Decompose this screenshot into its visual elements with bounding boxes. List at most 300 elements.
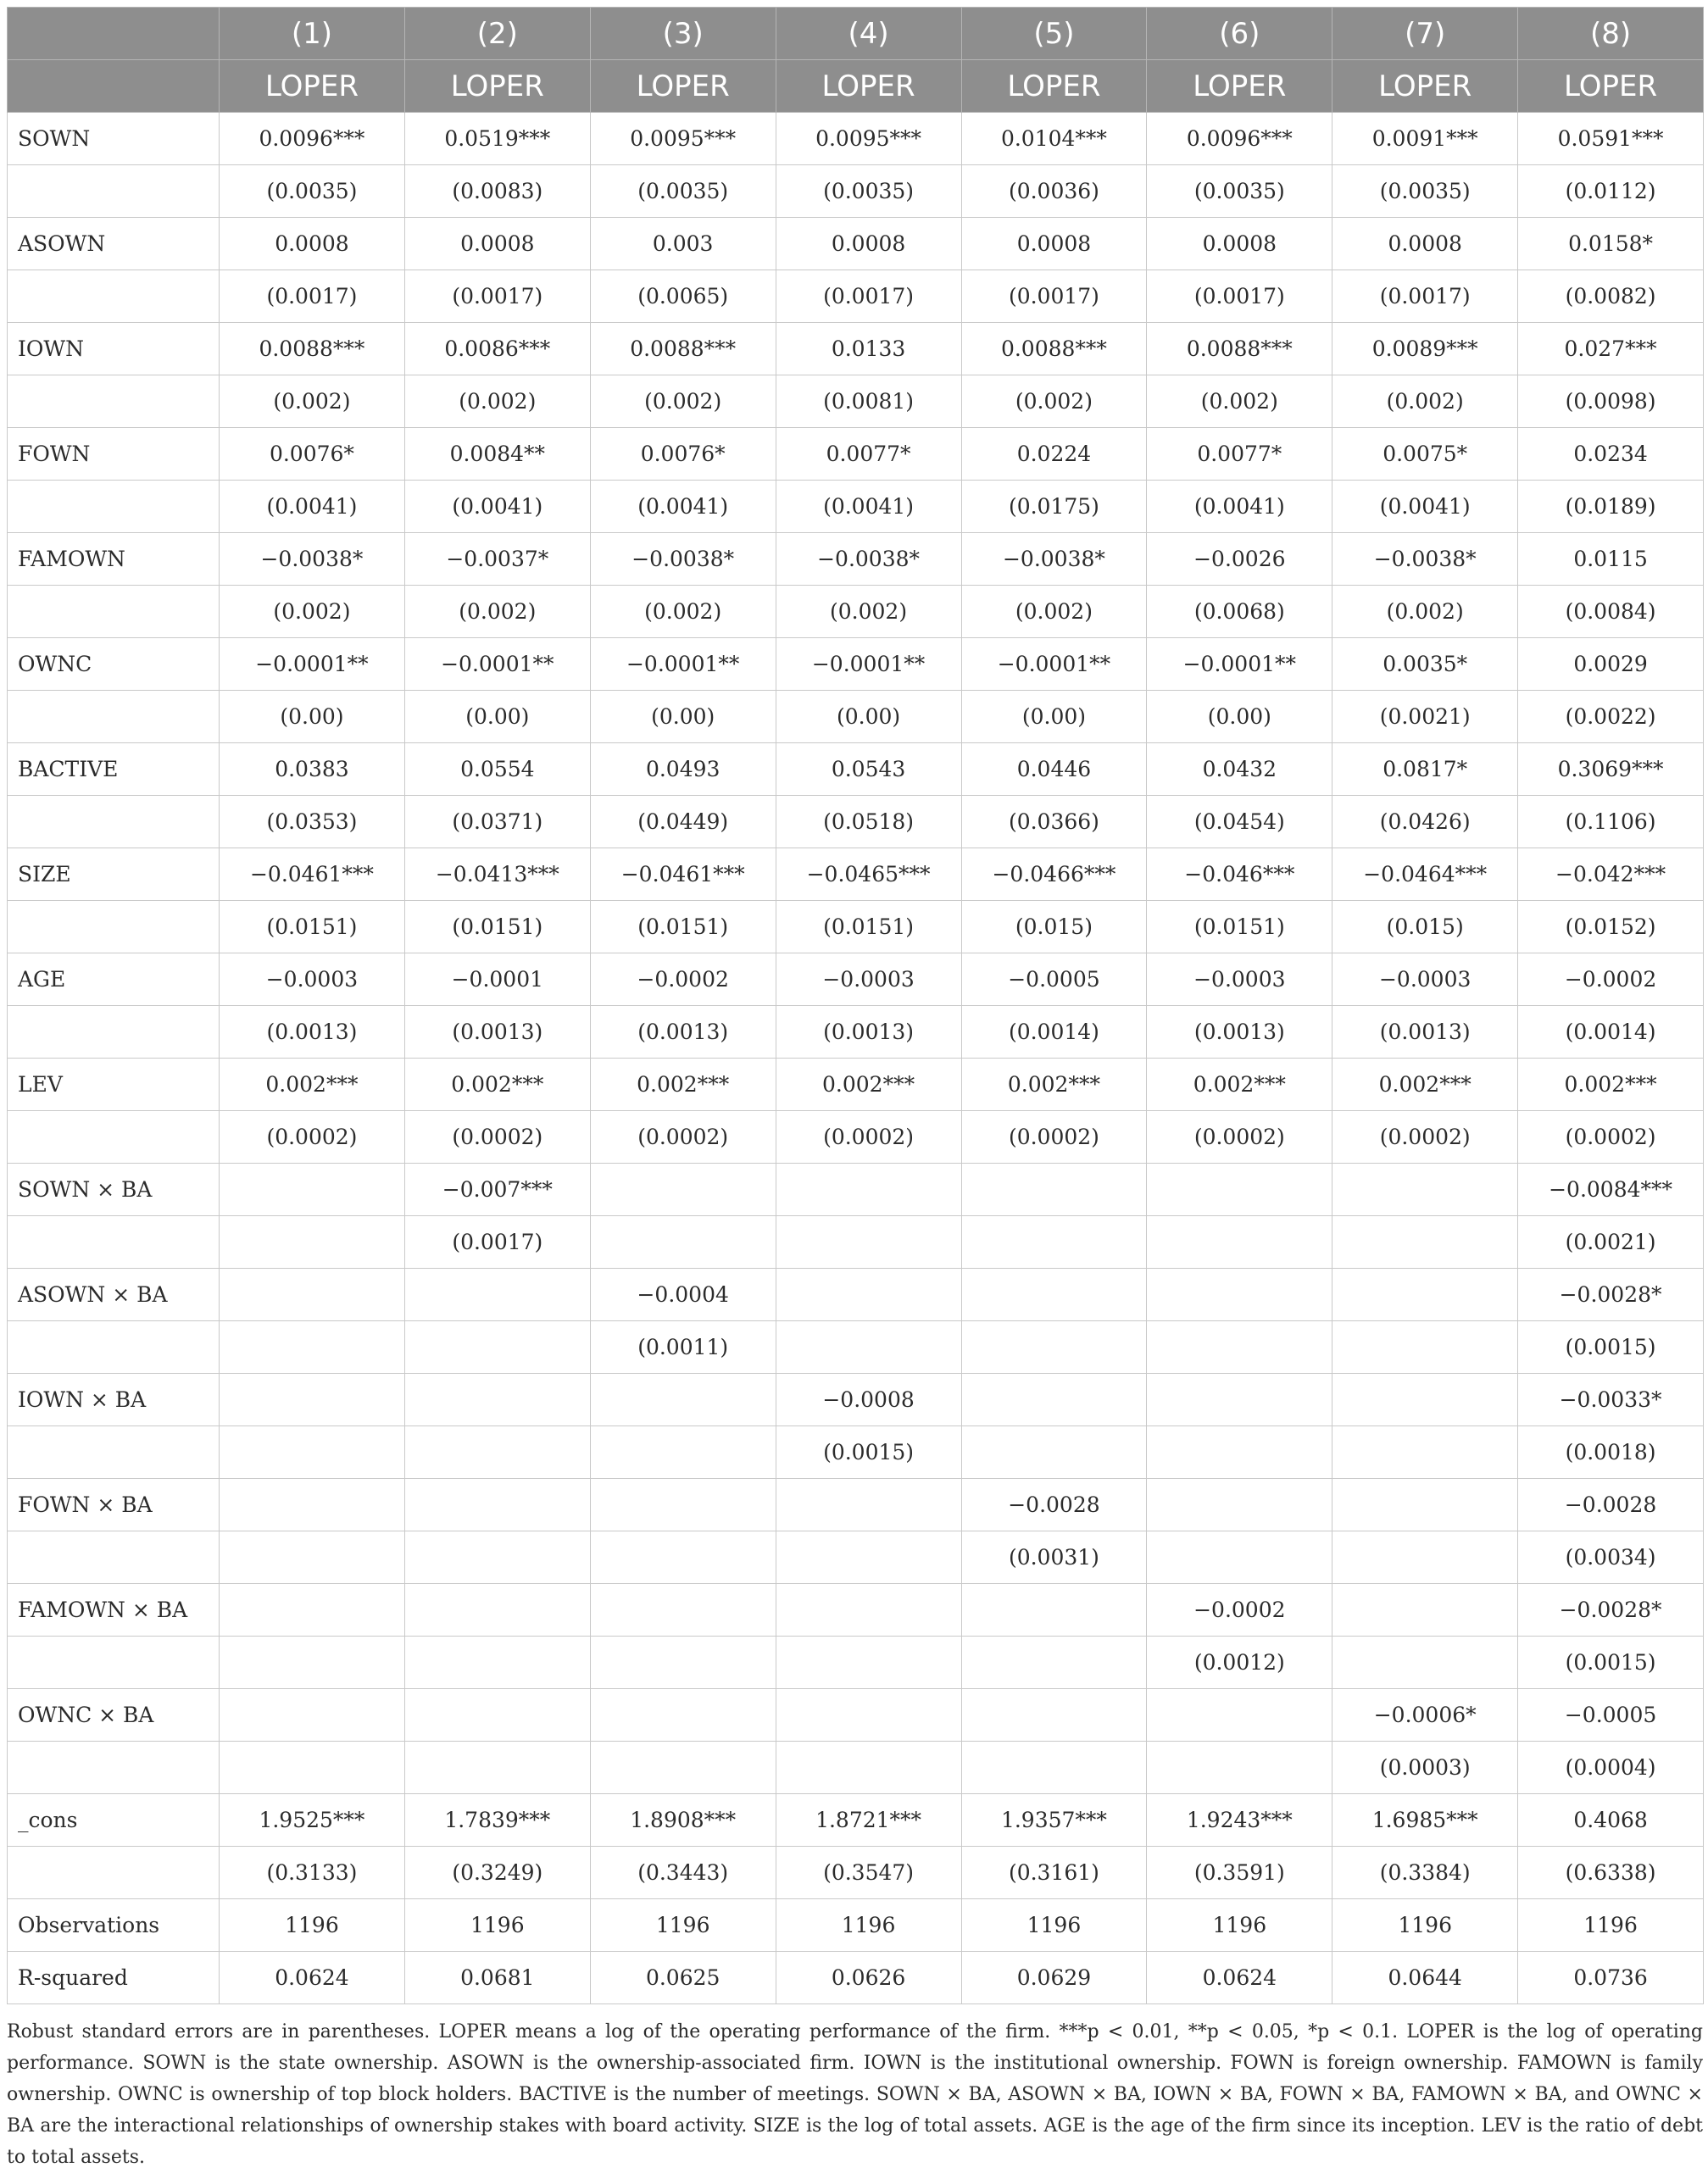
table-cell: (0.0017) <box>404 270 590 323</box>
table-cell <box>220 1426 405 1479</box>
table-cell: 0.0736 <box>1518 1952 1704 2004</box>
table-cell <box>404 1321 590 1374</box>
row-label: FAMOWN × BA <box>8 1584 220 1637</box>
table-cell <box>220 1584 405 1637</box>
table-cell: 0.0091*** <box>1332 113 1518 165</box>
table-cell: 0.0432 <box>1147 743 1332 796</box>
table-cell: (0.00) <box>404 691 590 743</box>
coefficient-row <box>8 1269 1704 1321</box>
table-cell <box>220 1637 405 1689</box>
table-cell: (0.0002) <box>776 1111 961 1164</box>
table-footnote: Robust standard errors are in parentheses. LOPER means a log of the operating performance of the firm. ***p < 0.01, **p < 0.05, *p < 0.1. LOPER is the log of operating performance. SOWN is the state ownership. ASOWN is the ownership-associated firm. IOWN is the institutional ownership. FOWN is foreign ownership. FAMOWN is family ownership. OWNC is ownership of top block holders. BACTIVE is the number of meetings. SOWN × BA, ASOWN × BA, IOWN × BA, FOWN × BA, FAMOWN × BA, and OWNC × BA are the interactional relationships of ownership stakes with board activity. SIZE is the log of total assets. AGE is the age of the firm since its inception. LEV is the ratio of debt to total assets. <box>7 2021 1703 2168</box>
table-cell <box>590 1689 776 1742</box>
row-label: SIZE <box>8 848 220 901</box>
row-label <box>8 1321 220 1374</box>
table-cell: 1.9525*** <box>220 1794 405 1847</box>
coefficient-row <box>8 428 1704 481</box>
table-cell: (0.0003) <box>1332 1742 1518 1794</box>
regression-table-container <box>7 7 1703 2173</box>
coefficient-row <box>8 953 1704 1006</box>
table-cell: −0.0033* <box>1518 1374 1704 1426</box>
table-cell <box>590 1164 776 1216</box>
table-cell: 0.0077* <box>1147 428 1332 481</box>
table-cell: −0.0038* <box>590 533 776 586</box>
table-cell: 0.0095*** <box>590 113 776 165</box>
std-error-row <box>8 1847 1704 1899</box>
row-label: OWNC <box>8 638 220 691</box>
row-label <box>8 1847 220 1899</box>
row-label <box>8 375 220 428</box>
table-cell <box>1332 1531 1518 1584</box>
table-cell: (0.0366) <box>961 796 1147 848</box>
table-cell <box>404 1637 590 1689</box>
row-label <box>8 1531 220 1584</box>
table-cell: (0.0082) <box>1518 270 1704 323</box>
table-cell: −0.0004 <box>590 1269 776 1321</box>
table-cell: 0.0035* <box>1332 638 1518 691</box>
table-cell <box>1332 1374 1518 1426</box>
header-dependent-variable: LOPER <box>776 60 961 113</box>
table-cell: 0.0076* <box>590 428 776 481</box>
table-cell <box>590 1216 776 1269</box>
table-cell <box>590 1584 776 1637</box>
table-cell: (0.0013) <box>776 1006 961 1059</box>
table-cell: 0.0008 <box>220 218 405 270</box>
header-model-number: (4) <box>776 8 961 60</box>
table-cell: 1.8908*** <box>590 1794 776 1847</box>
table-cell: 0.0446 <box>961 743 1147 796</box>
coefficient-row <box>8 1584 1704 1637</box>
table-cell <box>961 1374 1147 1426</box>
table-cell: 0.0234 <box>1518 428 1704 481</box>
table-cell: (0.002) <box>961 375 1147 428</box>
table-cell: (0.00) <box>776 691 961 743</box>
table-cell <box>590 1374 776 1426</box>
coefficient-row <box>8 1689 1704 1742</box>
table-cell <box>961 1689 1147 1742</box>
table-cell: (0.0081) <box>776 375 961 428</box>
std-error-row <box>8 1426 1704 1479</box>
table-cell: 0.0158* <box>1518 218 1704 270</box>
table-cell: −0.0028 <box>1518 1479 1704 1531</box>
table-cell <box>220 1321 405 1374</box>
table-cell: (0.0002) <box>961 1111 1147 1164</box>
coefficient-row <box>8 323 1704 375</box>
table-cell: 0.0383 <box>220 743 405 796</box>
coefficient-row <box>8 218 1704 270</box>
table-cell: (0.0041) <box>220 481 405 533</box>
row-label: ASOWN × BA <box>8 1269 220 1321</box>
table-cell: −0.0003 <box>1147 953 1332 1006</box>
table-cell: (0.00) <box>961 691 1147 743</box>
table-cell: 0.0115 <box>1518 533 1704 586</box>
table-cell <box>776 1584 961 1637</box>
table-cell: 0.003 <box>590 218 776 270</box>
table-cell: −0.0005 <box>961 953 1147 1006</box>
table-cell: −0.0461*** <box>220 848 405 901</box>
table-cell <box>961 1584 1147 1637</box>
table-cell: 1196 <box>1332 1899 1518 1952</box>
table-cell: (0.0002) <box>404 1111 590 1164</box>
header-dependent-variable: LOPER <box>1332 60 1518 113</box>
table-cell: (0.0065) <box>590 270 776 323</box>
table-cell <box>404 1269 590 1321</box>
row-label: BACTIVE <box>8 743 220 796</box>
header-dependent-variable: LOPER <box>961 60 1147 113</box>
table-cell: (0.002) <box>590 375 776 428</box>
table-cell: 1196 <box>776 1899 961 1952</box>
table-cell: (0.0041) <box>404 481 590 533</box>
table-cell: (0.0084) <box>1518 586 1704 638</box>
table-cell: (0.0068) <box>1147 586 1332 638</box>
table-cell <box>590 1531 776 1584</box>
row-label <box>8 691 220 743</box>
row-label <box>8 796 220 848</box>
coefficient-row <box>8 848 1704 901</box>
std-error-row <box>8 901 1704 953</box>
table-cell: (0.0035) <box>590 165 776 218</box>
table-cell <box>1147 1742 1332 1794</box>
table-cell <box>404 1742 590 1794</box>
table-cell: 0.002*** <box>404 1059 590 1111</box>
table-cell <box>1147 1216 1332 1269</box>
table-cell: 0.002*** <box>220 1059 405 1111</box>
table-cell: (0.0041) <box>1332 481 1518 533</box>
table-cell <box>1332 1637 1518 1689</box>
row-label <box>8 1216 220 1269</box>
table-cell: 1196 <box>404 1899 590 1952</box>
table-cell: (0.0002) <box>1147 1111 1332 1164</box>
table-cell <box>1147 1164 1332 1216</box>
table-cell: 0.0088*** <box>961 323 1147 375</box>
table-cell: (0.002) <box>220 586 405 638</box>
table-cell <box>776 1479 961 1531</box>
table-cell <box>1332 1584 1518 1637</box>
table-cell: −0.0005 <box>1518 1689 1704 1742</box>
table-cell: 0.0088*** <box>590 323 776 375</box>
table-cell: 0.0086*** <box>404 323 590 375</box>
std-error-row <box>8 586 1704 638</box>
table-cell: 0.0088*** <box>220 323 405 375</box>
header-row-model-numbers <box>8 8 1704 60</box>
table-cell: 0.0088*** <box>1147 323 1332 375</box>
table-cell: (0.0034) <box>1518 1531 1704 1584</box>
table-cell: −0.0006* <box>1332 1689 1518 1742</box>
table-cell: 0.0625 <box>590 1952 776 2004</box>
table-cell: 0.0104*** <box>961 113 1147 165</box>
table-cell: (0.0014) <box>1518 1006 1704 1059</box>
table-cell: (0.0011) <box>590 1321 776 1374</box>
table-cell: 0.0224 <box>961 428 1147 481</box>
row-label <box>8 1637 220 1689</box>
table-cell: 1196 <box>961 1899 1147 1952</box>
table-cell: (0.002) <box>220 375 405 428</box>
table-cell: −0.0028 <box>961 1479 1147 1531</box>
table-cell: 0.0133 <box>776 323 961 375</box>
table-cell: (0.0151) <box>590 901 776 953</box>
table-cell <box>776 1742 961 1794</box>
coefficient-row <box>8 1164 1704 1216</box>
table-cell <box>590 1426 776 1479</box>
row-label <box>8 1426 220 1479</box>
table-cell: 0.0591*** <box>1518 113 1704 165</box>
table-cell <box>776 1321 961 1374</box>
header-row-dependent-variable <box>8 60 1704 113</box>
coefficient-row <box>8 1479 1704 1531</box>
table-cell: −0.0028* <box>1518 1269 1704 1321</box>
header-model-number: (5) <box>961 8 1147 60</box>
table-cell: (0.0151) <box>776 901 961 953</box>
std-error-row <box>8 1006 1704 1059</box>
table-cell: −0.0001** <box>220 638 405 691</box>
table-cell: (0.0013) <box>590 1006 776 1059</box>
table-cell: 0.0008 <box>404 218 590 270</box>
table-cell: −0.0084*** <box>1518 1164 1704 1216</box>
table-cell: 1196 <box>220 1899 405 1952</box>
table-cell: −0.0002 <box>1518 953 1704 1006</box>
table-cell: (0.0112) <box>1518 165 1704 218</box>
coefficient-row <box>8 113 1704 165</box>
header-dependent-variable: LOPER <box>590 60 776 113</box>
table-cell <box>1147 1321 1332 1374</box>
std-error-row <box>8 1742 1704 1794</box>
table-cell: (0.0031) <box>961 1531 1147 1584</box>
table-cell: (0.002) <box>776 586 961 638</box>
table-cell: (0.0041) <box>776 481 961 533</box>
table-cell: (0.002) <box>961 586 1147 638</box>
table-cell: (0.0012) <box>1147 1637 1332 1689</box>
table-cell <box>220 1531 405 1584</box>
table-cell: −0.0461*** <box>590 848 776 901</box>
table-cell: 0.002*** <box>590 1059 776 1111</box>
table-cell <box>961 1637 1147 1689</box>
table-cell: 0.002*** <box>1332 1059 1518 1111</box>
table-cell <box>1147 1479 1332 1531</box>
table-cell: (0.0151) <box>404 901 590 953</box>
table-cell <box>220 1164 405 1216</box>
table-cell: (0.0426) <box>1332 796 1518 848</box>
std-error-row <box>8 796 1704 848</box>
row-label: SOWN × BA <box>8 1164 220 1216</box>
table-cell: 1.9357*** <box>961 1794 1147 1847</box>
table-cell <box>220 1374 405 1426</box>
table-cell: (0.0098) <box>1518 375 1704 428</box>
std-error-row <box>8 1216 1704 1269</box>
table-cell: −0.0001** <box>961 638 1147 691</box>
table-cell: 0.0084** <box>404 428 590 481</box>
table-cell <box>1332 1321 1518 1374</box>
std-error-row <box>8 375 1704 428</box>
table-cell <box>404 1426 590 1479</box>
std-error-row <box>8 270 1704 323</box>
table-cell: 0.0624 <box>220 1952 405 2004</box>
table-cell: 0.002*** <box>961 1059 1147 1111</box>
table-header <box>8 8 1704 113</box>
regression-table <box>7 7 1704 2004</box>
table-cell: 0.0644 <box>1332 1952 1518 2004</box>
table-cell: (0.3591) <box>1147 1847 1332 1899</box>
table-cell <box>1147 1269 1332 1321</box>
table-cell: 0.002*** <box>1147 1059 1332 1111</box>
table-cell: (0.0189) <box>1518 481 1704 533</box>
table-cell: (0.0041) <box>590 481 776 533</box>
table-cell: 0.4068 <box>1518 1794 1704 1847</box>
table-cell <box>404 1531 590 1584</box>
table-cell: (0.0014) <box>961 1006 1147 1059</box>
table-cell: (0.0017) <box>404 1216 590 1269</box>
row-label <box>8 1111 220 1164</box>
table-cell: −0.0003 <box>1332 953 1518 1006</box>
row-label <box>8 1742 220 1794</box>
table-cell: (0.0015) <box>776 1426 961 1479</box>
table-cell: 0.0817* <box>1332 743 1518 796</box>
table-cell: −0.042*** <box>1518 848 1704 901</box>
std-error-row <box>8 1531 1704 1584</box>
table-cell: 1196 <box>1518 1899 1704 1952</box>
table-cell: (0.0151) <box>1147 901 1332 953</box>
table-cell <box>776 1216 961 1269</box>
table-cell: −0.0028* <box>1518 1584 1704 1637</box>
table-cell <box>220 1269 405 1321</box>
table-cell <box>961 1426 1147 1479</box>
row-label: IOWN <box>8 323 220 375</box>
table-cell: 0.0519*** <box>404 113 590 165</box>
table-cell: (0.002) <box>1147 375 1332 428</box>
row-label: LEV <box>8 1059 220 1111</box>
table-cell: (0.00) <box>590 691 776 743</box>
table-cell: (0.0015) <box>1518 1637 1704 1689</box>
table-cell: (0.0353) <box>220 796 405 848</box>
table-cell: 0.0493 <box>590 743 776 796</box>
table-cell: (0.3384) <box>1332 1847 1518 1899</box>
table-cell: 1.9243*** <box>1147 1794 1332 1847</box>
table-cell: 0.0076* <box>220 428 405 481</box>
table-cell: (0.3133) <box>220 1847 405 1899</box>
table-cell: 0.027*** <box>1518 323 1704 375</box>
table-cell: −0.0001** <box>590 638 776 691</box>
table-cell <box>776 1269 961 1321</box>
table-cell <box>776 1689 961 1742</box>
table-cell: 0.0626 <box>776 1952 961 2004</box>
table-cell: −0.0002 <box>1147 1584 1332 1637</box>
table-cell <box>404 1479 590 1531</box>
table-cell: (0.0018) <box>1518 1426 1704 1479</box>
table-cell: −0.0413*** <box>404 848 590 901</box>
table-cell: (0.0002) <box>1518 1111 1704 1164</box>
table-cell <box>776 1531 961 1584</box>
table-cell: (0.0021) <box>1518 1216 1704 1269</box>
table-cell: (0.0152) <box>1518 901 1704 953</box>
table-cell: (0.0017) <box>220 270 405 323</box>
table-cell: 0.0629 <box>961 1952 1147 2004</box>
table-cell: (0.0371) <box>404 796 590 848</box>
table-body <box>8 113 1704 2004</box>
header-dependent-variable: LOPER <box>1147 60 1332 113</box>
table-cell <box>1147 1689 1332 1742</box>
row-label <box>8 270 220 323</box>
table-cell <box>776 1164 961 1216</box>
header-dependent-variable: LOPER <box>1518 60 1704 113</box>
table-cell: 1196 <box>590 1899 776 1952</box>
table-cell: (0.002) <box>1332 586 1518 638</box>
table-cell: 0.0095*** <box>776 113 961 165</box>
header-model-number: (6) <box>1147 8 1332 60</box>
coefficient-row <box>8 1952 1704 2004</box>
row-label: R-squared <box>8 1952 220 2004</box>
table-cell: (0.0002) <box>590 1111 776 1164</box>
table-cell <box>776 1637 961 1689</box>
table-cell: −0.0003 <box>220 953 405 1006</box>
table-cell: 0.0077* <box>776 428 961 481</box>
table-cell: (0.0002) <box>1332 1111 1518 1164</box>
table-cell <box>404 1689 590 1742</box>
table-cell <box>220 1479 405 1531</box>
table-cell <box>1332 1426 1518 1479</box>
row-label: FAMOWN <box>8 533 220 586</box>
header-dependent-variable: LOPER <box>220 60 405 113</box>
table-cell: (0.0035) <box>1147 165 1332 218</box>
table-cell: −0.0001 <box>404 953 590 1006</box>
table-cell: 0.0008 <box>1147 218 1332 270</box>
table-cell: −0.0002 <box>590 953 776 1006</box>
table-cell: (0.0017) <box>1147 270 1332 323</box>
coefficient-row <box>8 1059 1704 1111</box>
table-cell <box>220 1216 405 1269</box>
table-cell: 1196 <box>1147 1899 1332 1952</box>
table-cell: (0.0454) <box>1147 796 1332 848</box>
table-cell: 0.0543 <box>776 743 961 796</box>
table-cell: 0.002*** <box>776 1059 961 1111</box>
table-cell: (0.0013) <box>220 1006 405 1059</box>
table-cell <box>220 1742 405 1794</box>
coefficient-row <box>8 533 1704 586</box>
table-cell: (0.6338) <box>1518 1847 1704 1899</box>
table-cell: 0.0075* <box>1332 428 1518 481</box>
table-cell: (0.002) <box>1332 375 1518 428</box>
table-cell: (0.0021) <box>1332 691 1518 743</box>
table-cell: −0.0026 <box>1147 533 1332 586</box>
table-cell: 0.0624 <box>1147 1952 1332 2004</box>
header-model-number: (1) <box>220 8 405 60</box>
table-cell: −0.007*** <box>404 1164 590 1216</box>
table-cell: (0.015) <box>961 901 1147 953</box>
table-cell: (0.0015) <box>1518 1321 1704 1374</box>
table-cell: 0.0096*** <box>1147 113 1332 165</box>
table-cell: −0.0008 <box>776 1374 961 1426</box>
table-cell: (0.0004) <box>1518 1742 1704 1794</box>
table-cell: (0.0041) <box>1147 481 1332 533</box>
header-model-number: (7) <box>1332 8 1518 60</box>
header-corner-cell <box>8 60 220 113</box>
table-cell: −0.0038* <box>1332 533 1518 586</box>
table-cell: (0.0013) <box>1332 1006 1518 1059</box>
row-label <box>8 165 220 218</box>
table-cell <box>1332 1216 1518 1269</box>
std-error-row <box>8 481 1704 533</box>
table-cell: 0.002*** <box>1518 1059 1704 1111</box>
header-corner-cell <box>8 8 220 60</box>
table-cell: (0.0022) <box>1518 691 1704 743</box>
table-cell: −0.0465*** <box>776 848 961 901</box>
table-cell: (0.00) <box>220 691 405 743</box>
table-cell: −0.0466*** <box>961 848 1147 901</box>
table-cell: −0.046*** <box>1147 848 1332 901</box>
row-label: _cons <box>8 1794 220 1847</box>
table-cell: −0.0001** <box>404 638 590 691</box>
table-cell <box>961 1742 1147 1794</box>
table-cell: (0.0035) <box>1332 165 1518 218</box>
table-cell <box>220 1689 405 1742</box>
